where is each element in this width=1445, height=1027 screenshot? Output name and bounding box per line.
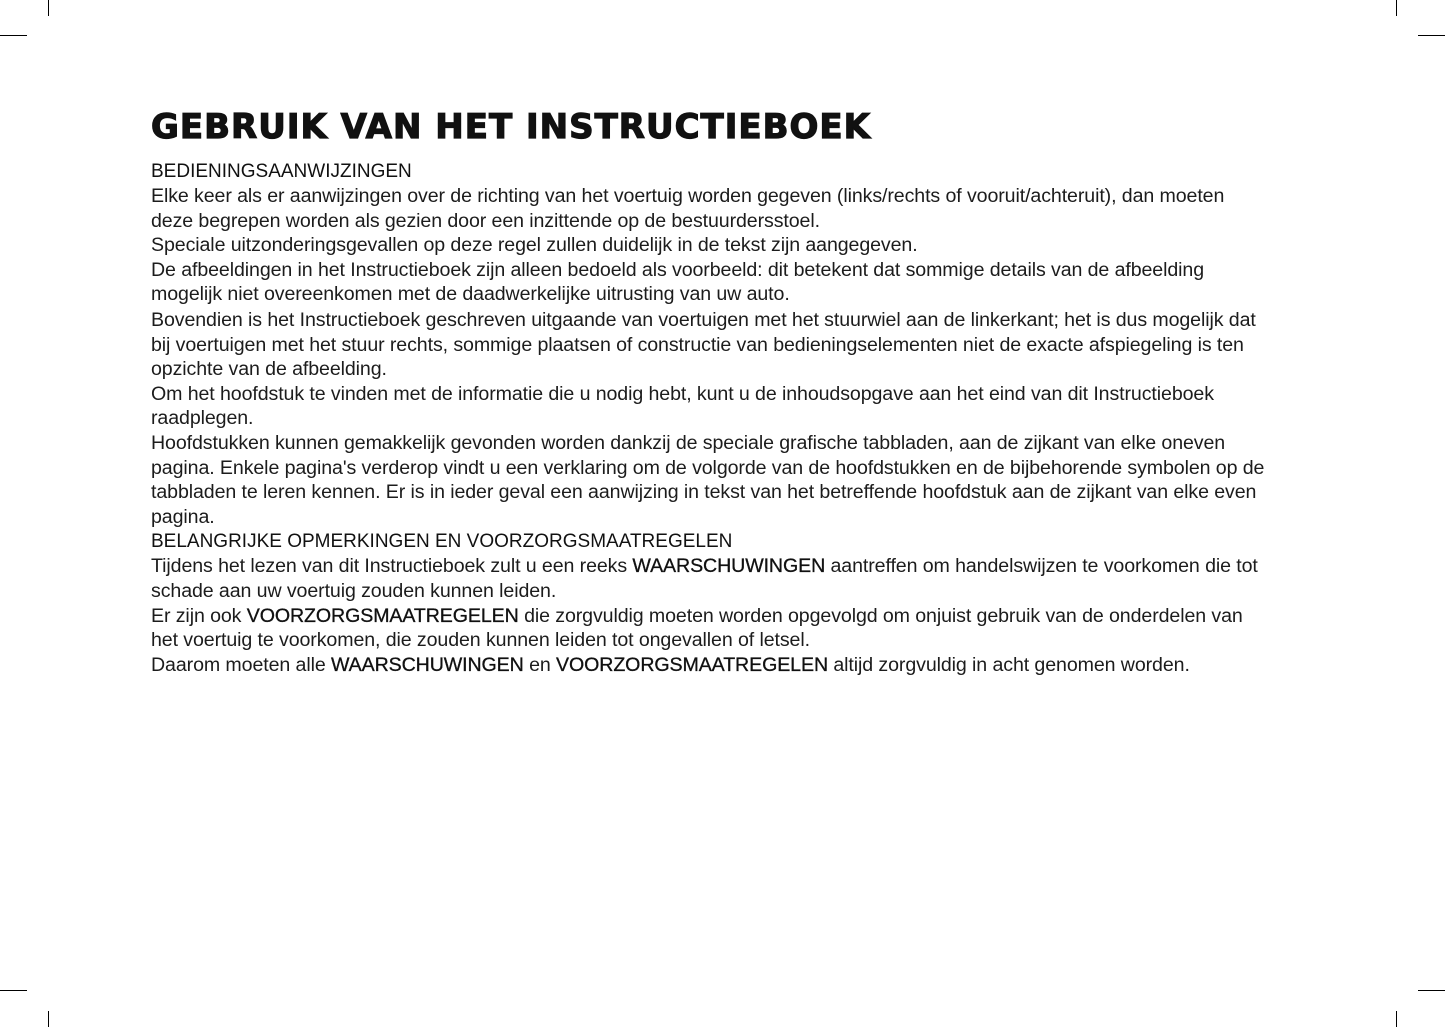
text-span: Daarom moeten alle: [151, 653, 331, 676]
crop-mark-bottom-right-vertical: [1396, 1011, 1397, 1027]
paragraph: Elke keer als er aanwijzingen over de richting van het voertuig worden gegeven (links/rechts of vooruit/achteruit), dan moeten deze begrepen worden als gezien door een inzittende op de bestuurdersstoel.: [151, 185, 1225, 232]
crop-mark-top-right-vertical: [1396, 0, 1397, 16]
text-span: Er zijn ook: [151, 604, 247, 627]
crop-mark-top-left-horizontal: [0, 35, 27, 36]
keyword-waarschuwingen: WAARSCHUWINGEN: [632, 555, 826, 578]
paragraph: Om het hoofdstuk te vinden met de informatie die u nodig hebt, kunt u de inhoudsopgave aan het eind van dit Instructieboek raadplegen.: [151, 382, 1214, 430]
text-span: en: [523, 653, 557, 676]
crop-mark-bottom-right-horizontal: [1418, 990, 1445, 991]
crop-mark-bottom-left-horizontal: [0, 990, 27, 991]
keyword-voorzorgsmaatregelen: VOORZORGSMAATREGELEN: [246, 604, 519, 627]
section-heading-bedieningsaanwijzingen: BEDIENINGSAANWIJZINGEN: [151, 161, 412, 182]
keyword-waarschuwingen: WAARSCHUWINGEN: [330, 653, 524, 676]
text-span: aantreffen om handelswijzen te voorkomen die tot schade aan uw voertuig zouden kunnen leiden.: [151, 555, 1258, 602]
crop-mark-top-right-horizontal: [1418, 35, 1445, 36]
text-span: altijd zorgvuldig in acht genomen worden.: [828, 653, 1190, 676]
text-span: die zorgvuldig moeten worden opgevolgd om onjuist gebruik van de onderdelen van het voertuig te voorkomen, die zouden kunnen leiden tot ongevallen of letsel.: [151, 604, 1243, 652]
paragraph: Hoofdstukken kunnen gemakkelijk gevonden worden dankzij de speciale grafische tabbladen, aan de zijkant van elke oneven pagina. Enkele pagina's verderop vindt u een verklaring om de volgorde van de hoofdstukken en de bijbehorende symbolen op de tabbladen te leren kennen. Er is in ieder geval een aanwijzing in tekst van het betreffende hoofdstuk aan de zijkant van elke even pagina.: [151, 431, 1265, 528]
text-span: Tijdens het lezen van dit Instructieboek zult u een reeks: [151, 555, 633, 578]
paragraph: Speciale uitzonderingsgevallen op deze regel zullen duidelijk in de tekst zijn aangegeven.: [151, 234, 918, 257]
page-content: [151, 108, 1269, 677]
paragraph: De afbeeldingen in het Instructieboek zijn alleen bedoeld als voorbeeld: dit betekent dat sommige details van de afbeelding mogelijk niet overeenkomen met de daadwerkelijke uitrusting van uw auto.: [151, 258, 1205, 306]
paragraph-voorzorgsmaatregelen: [151, 604, 1269, 653]
crop-mark-bottom-left-vertical: [48, 1011, 49, 1027]
keyword-voorzorgsmaatregelen: VOORZORGSMAATREGELEN: [556, 653, 829, 676]
page-title: GEBRUIK VAN HET INSTRUCTIEBOEK: [151, 107, 871, 147]
paragraph-daarom: [151, 653, 1269, 678]
paragraph: Bovendien is het Instructieboek geschreven uitgaande van voertuigen met het stuurwiel aan de linkerkant; het is dus mogelijk dat bij voertuigen met het stuur rechts, sommige plaatsen of constructie van bedieningselementen niet de exacte afspiegeling is ten opzichte van de afbeelding.: [151, 308, 1256, 381]
crop-mark-top-left-vertical: [48, 0, 49, 16]
section-heading-belangrijke-opmerkingen: BELANGRIJKE OPMERKINGEN EN VOORZORGSMAATREGELEN: [151, 531, 733, 553]
paragraph-waarschuwingen: [151, 554, 1269, 603]
